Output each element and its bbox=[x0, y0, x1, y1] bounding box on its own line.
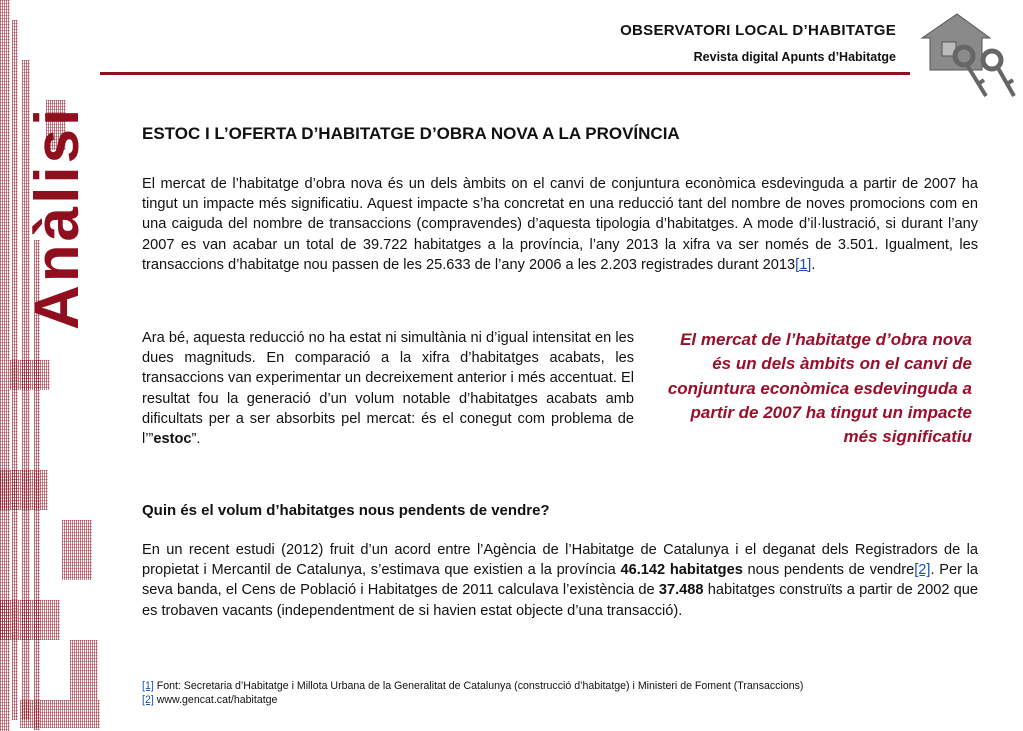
paragraph-reduction-end: ”. bbox=[191, 431, 201, 448]
section-question: Quin és el volum d’habitatges nous pendents de vendre? bbox=[142, 502, 550, 519]
paragraph-intro bbox=[142, 174, 978, 275]
paragraph-intro-end: . bbox=[811, 256, 816, 273]
paragraph-reduction-text: Ara bé, aquesta reducció no ha estat ni simultània ni d’igual intensitat en les dues magnituds. En comparació a la xifra d’habitatges acabats, les transaccions van experimentar un decreixement anterior i més accentuat. El resultat fou la generació d’un volum notable d’habitatges acabats amb dificultats per a ser absorbits pel mercat: és el conegut com problema de l’” bbox=[142, 330, 634, 448]
footnote-2-text: www.gencat.cat/habitatge bbox=[153, 694, 278, 706]
footnote-2-ref[interactable]: [2] bbox=[142, 694, 154, 706]
stock-term: estoc bbox=[153, 431, 192, 448]
paragraph-intro-text: El mercat de l’habitatge d’obra nova és un dels àmbits on el canvi de conjuntura econòmica esdevinguda a partir de 2007 ha tingut un impacte més significatiu. Aquest impacte s’ha concretat en una reducció tant del nombre de noves promocions com en una caiguda del nombre de transaccions (compravendes) d’aquesta tipologia d’habitatges. A mode d’il·lustració, si durant l’any 2007 es van acabar un total de 39.722 habitatges a la província, l’any 2013 la xifra va ser només de 3.501. Igualment, les transaccions d’habitatge nou passen de les 25.633 de l’any 2006 a les 2.203 registrades durant 2013 bbox=[142, 176, 978, 273]
publication-title: OBSERVATORI LOCAL D’HABITATGE bbox=[620, 22, 896, 39]
footnote-2 bbox=[142, 693, 978, 707]
paragraph-volume-text-d: habitatges construïts a partir de 2002 que es trobaven vacants (independentment de si havien estat objecte d’una transacció). bbox=[142, 582, 978, 619]
pull-quote: El mercat de l’habitatge d’obra nova és un dels àmbits on el canvi de conjuntura econòmica esdevinguda a partir de 2007 ha tingut un impacte més significatiu bbox=[667, 330, 972, 447]
header-divider bbox=[100, 72, 910, 75]
unsold-homes-figure: 46.142 habitatges bbox=[620, 562, 743, 579]
paragraph-volume-text-b: nous pendents de vendre bbox=[742, 562, 915, 579]
paragraph-volume-text-a: En un recent estudi (2012) fruit d’un acord entre l’Agència de l’Habitatge de Catalunya i el deganat dels Registradors de la propietat i Mercantil de Catalunya, s’estimava que existien a la província bbox=[142, 542, 978, 579]
article-title: ESTOC I L’OFERTA D’HABITATGE D’OBRA NOVA A LA PROVÍNCIA bbox=[142, 124, 680, 143]
footnote-link-1[interactable]: [1] bbox=[795, 256, 812, 273]
footnote-1 bbox=[142, 679, 978, 693]
section-label-text: Anàlisi bbox=[23, 105, 92, 330]
section-label bbox=[0, 0, 100, 731]
publication-subtitle: Revista digital Apunts d’Habitatge bbox=[693, 50, 896, 64]
paragraph-reduction bbox=[142, 328, 634, 449]
house-keys-logo bbox=[902, 8, 1022, 100]
vacant-homes-figure: 37.488 bbox=[658, 582, 704, 599]
footnote-link-2[interactable]: [2] bbox=[914, 562, 931, 579]
paragraph-volume-text-c: . Per la seva banda, el Cens de Població i Habitatges de 2011 calculava l’existència de bbox=[142, 562, 978, 599]
footnote-1-text: Font: Secretaria d’Habitatge i Millota Urbana de la Generalitat de Catalunya (construcció d’habitatge) i Ministeri de Foment (Transaccions) bbox=[153, 680, 804, 692]
paragraph-volume bbox=[142, 540, 978, 621]
footnotes bbox=[142, 679, 978, 707]
footnote-1-ref[interactable]: [1] bbox=[142, 680, 154, 692]
